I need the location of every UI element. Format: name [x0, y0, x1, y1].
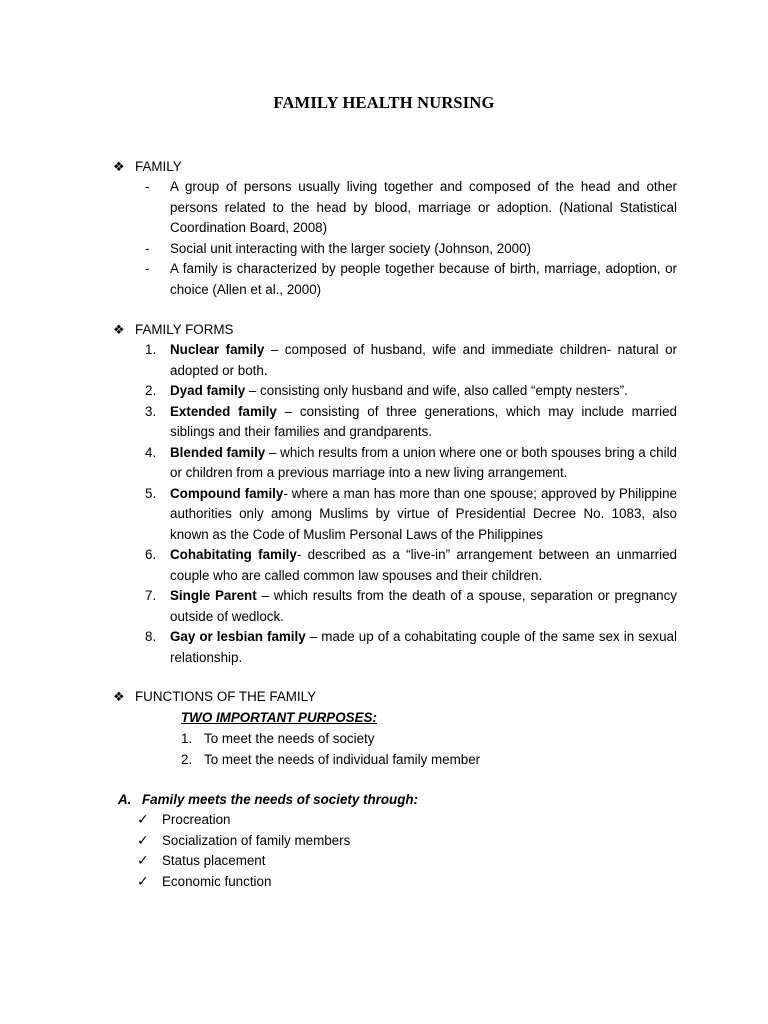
family-definition-list: [145, 177, 677, 300]
list-number: 1.: [145, 342, 157, 357]
list-item: [145, 627, 677, 668]
subsection-letter: A.: [118, 792, 132, 807]
term-description: – which results from the death of a spouse, separation or pregnancy outside of wedlock.: [170, 588, 677, 624]
list-number: 6.: [145, 547, 157, 562]
section-heading-label: FAMILY: [135, 159, 182, 174]
diamond-bullet-icon: ❖: [113, 689, 125, 704]
list-item: [137, 872, 537, 893]
list-item: [145, 340, 677, 381]
list-item-text: Social unit interacting with the larger society (Johnson, 2000): [170, 240, 531, 256]
term: Single Parent: [170, 588, 257, 603]
term-description: – consisting of three generations, which may include married siblings and their families and grandparents.: [170, 403, 677, 439]
checkmark-icon: ✓: [137, 831, 149, 848]
dash-bullet-icon: -: [145, 261, 150, 276]
list-number: 3.: [145, 403, 157, 419]
list-item: [145, 402, 677, 443]
list-item: [145, 443, 677, 484]
list-item: [137, 851, 537, 872]
dash-bullet-icon: -: [145, 240, 150, 256]
list-item: [145, 239, 677, 260]
list-number: 2.: [145, 383, 157, 398]
term-description: – which results from a union where one or both spouses bring a child or children from a previous marriage into a new living arrangement.: [170, 444, 678, 480]
list-item: [145, 586, 677, 627]
list-item: [137, 831, 537, 852]
list-item: [145, 177, 677, 239]
term-description: – made up of a cohabitating couple of the same sex in sexual relationship.: [170, 629, 677, 665]
list-number: 2.: [181, 751, 193, 767]
list-item-text: Status placement: [162, 853, 266, 868]
subsection-heading: [118, 790, 418, 811]
term: Gay or lesbian family: [170, 629, 306, 644]
list-number: 8.: [145, 629, 157, 644]
section-heading-functions: [113, 687, 316, 708]
list-item-text: Socialization of family members: [162, 832, 351, 848]
list-item: [137, 810, 537, 831]
term-description: – composed of husband, wife and immediate children- natural or adopted or both.: [170, 342, 678, 378]
list-number: 5.: [145, 485, 157, 501]
section-heading-label: FUNCTIONS OF THE FAMILY: [135, 689, 317, 704]
checkmark-icon: ✓: [137, 852, 149, 868]
term: Cohabitating family: [170, 547, 297, 562]
society-needs-list: [137, 810, 537, 892]
purposes-list: [181, 729, 661, 770]
section-heading-family: [113, 157, 182, 178]
term: Extended family: [170, 403, 277, 419]
diamond-bullet-icon: ❖: [113, 159, 125, 174]
purposes-heading: TWO IMPORTANT PURPOSES:: [181, 710, 377, 725]
section-heading-family-forms: [113, 320, 233, 341]
term: Blended family: [170, 444, 266, 460]
list-item-text: A group of persons usually living together and composed of the head and other persons related to the head by blood, marriage or adoption. (National Statistical Coordination Board, 2008): [170, 179, 677, 235]
term-description: - where a man has more than one spouse; approved by Philippine authorities only among Muslims by virtue of Presidential Decree No. 1083, also known as the Code of Muslim Personal Laws of the Philippines: [170, 485, 677, 542]
list-item: [145, 545, 677, 586]
dash-bullet-icon: -: [145, 179, 150, 194]
diamond-bullet-icon: ❖: [113, 322, 125, 337]
list-item: [145, 484, 677, 546]
list-item: [145, 259, 677, 300]
term: Compound family: [170, 485, 284, 501]
term: Dyad family: [170, 383, 246, 398]
checkmark-icon: ✓: [137, 872, 149, 889]
list-number: 4.: [145, 444, 157, 460]
list-item-text: Economic function: [162, 873, 272, 889]
subsection-heading-label: Family meets the needs of society through:: [142, 792, 419, 807]
section-heading-label: FAMILY FORMS: [135, 322, 234, 337]
list-item-text: Procreation: [162, 812, 231, 827]
list-item: [181, 729, 661, 750]
list-item: [181, 750, 661, 771]
list-number: 1.: [181, 731, 193, 746]
list-item-text: To meet the needs of individual family member: [204, 751, 481, 767]
page-title: FAMILY HEALTH NURSING: [273, 93, 495, 112]
term-description: - described as a “live-in” arrangement between an unmarried couple who are called common law spouses and their children.: [170, 547, 677, 583]
list-item-text: To meet the needs of society: [204, 731, 375, 746]
checkmark-icon: ✓: [137, 811, 149, 827]
list-number: 7.: [145, 588, 157, 603]
list-item: [145, 381, 677, 402]
list-item-text: A family is characterized by people together because of birth, marriage, adoption, or choice (Allen et al., 2000): [170, 261, 677, 297]
term-description: – consisting only husband and wife, also called “empty nesters”.: [245, 383, 628, 398]
family-forms-list: [145, 340, 677, 668]
term: Nuclear family: [170, 342, 265, 357]
